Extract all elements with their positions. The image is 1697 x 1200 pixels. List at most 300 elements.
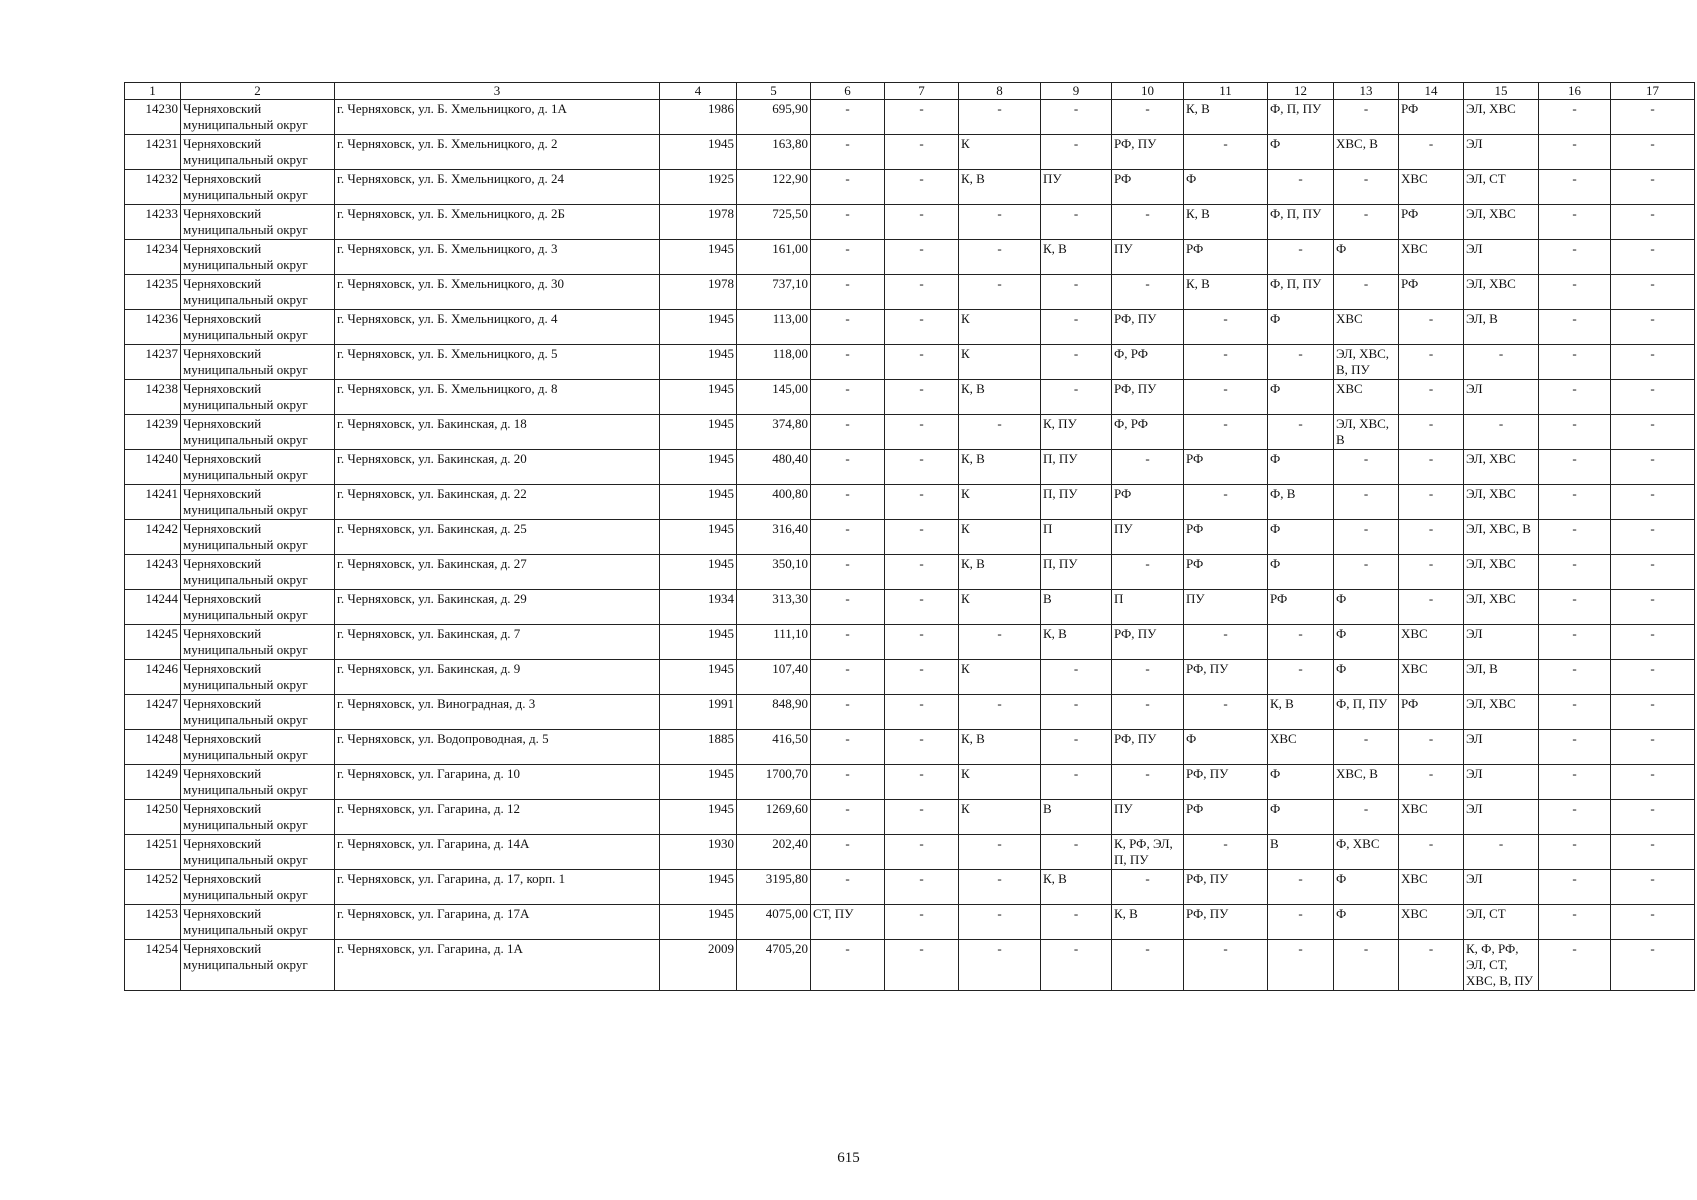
cell-col-13: ХВС, В bbox=[1334, 765, 1399, 800]
cell-col-8: - bbox=[959, 415, 1041, 450]
cell-col-10: - bbox=[1112, 695, 1184, 730]
cell-col-10: Ф, РФ bbox=[1112, 345, 1184, 380]
cell-col-11: РФ, ПУ bbox=[1184, 660, 1268, 695]
cell-col-17: - bbox=[1611, 800, 1695, 835]
cell-area: 695,90 bbox=[737, 100, 811, 135]
cell-col-12: Ф bbox=[1268, 135, 1334, 170]
cell-col-9: - bbox=[1041, 205, 1112, 240]
table-row bbox=[125, 450, 1695, 485]
cell-col-17: - bbox=[1611, 730, 1695, 765]
cell-area: 122,90 bbox=[737, 170, 811, 205]
cell-area: 107,40 bbox=[737, 660, 811, 695]
column-header-17: 17 bbox=[1611, 83, 1695, 100]
cell-address: г. Черняховск, ул. Гагарина, д. 10 bbox=[335, 765, 660, 800]
cell-col-17: - bbox=[1611, 240, 1695, 275]
cell-col-9: П, ПУ bbox=[1041, 555, 1112, 590]
cell-col-8: - bbox=[959, 940, 1041, 991]
cell-address: г. Черняховск, ул. Бакинская, д. 29 bbox=[335, 590, 660, 625]
cell-municipality: Черняховский муниципальный округ bbox=[181, 240, 335, 275]
cell-col-9: - bbox=[1041, 940, 1112, 991]
cell-col-13: ХВС, В bbox=[1334, 135, 1399, 170]
cell-municipality: Черняховский муниципальный округ bbox=[181, 555, 335, 590]
cell-col-15: ЭЛ, ХВС bbox=[1464, 205, 1539, 240]
cell-col-13: Ф, П, ПУ bbox=[1334, 695, 1399, 730]
table-row bbox=[125, 800, 1695, 835]
cell-col-17: - bbox=[1611, 660, 1695, 695]
cell-year-built: 1945 bbox=[660, 905, 737, 940]
cell-col-6: - bbox=[811, 275, 885, 310]
cell-area: 161,00 bbox=[737, 240, 811, 275]
cell-col-10: ПУ bbox=[1112, 800, 1184, 835]
cell-area: 163,80 bbox=[737, 135, 811, 170]
column-header-4: 4 bbox=[660, 83, 737, 100]
cell-year-built: 1885 bbox=[660, 730, 737, 765]
cell-col-14: РФ bbox=[1399, 205, 1464, 240]
cell-municipality: Черняховский муниципальный округ bbox=[181, 485, 335, 520]
cell-area: 113,00 bbox=[737, 310, 811, 345]
cell-col-11: - bbox=[1184, 625, 1268, 660]
cell-col-8: - bbox=[959, 870, 1041, 905]
cell-col-16: - bbox=[1539, 310, 1611, 345]
cell-year-built: 1945 bbox=[660, 310, 737, 345]
table-row bbox=[125, 625, 1695, 660]
cell-col-7: - bbox=[885, 100, 959, 135]
cell-col-11: К, В bbox=[1184, 275, 1268, 310]
cell-area: 145,00 bbox=[737, 380, 811, 415]
cell-col-6: СТ, ПУ bbox=[811, 905, 885, 940]
cell-col-13: ХВС bbox=[1334, 380, 1399, 415]
cell-col-11: - bbox=[1184, 380, 1268, 415]
cell-col-14: ХВС bbox=[1399, 170, 1464, 205]
cell-col-14: РФ bbox=[1399, 100, 1464, 135]
table-row bbox=[125, 905, 1695, 940]
cell-row-number: 14237 bbox=[125, 345, 181, 380]
cell-address: г. Черняховск, ул. Б. Хмельницкого, д. 2 bbox=[335, 135, 660, 170]
cell-area: 737,10 bbox=[737, 275, 811, 310]
cell-col-17: - bbox=[1611, 555, 1695, 590]
table-row bbox=[125, 695, 1695, 730]
cell-col-10: РФ bbox=[1112, 485, 1184, 520]
cell-col-9: К, В bbox=[1041, 870, 1112, 905]
cell-col-17: - bbox=[1611, 870, 1695, 905]
table-row bbox=[125, 765, 1695, 800]
cell-address: г. Черняховск, ул. Бакинская, д. 7 bbox=[335, 625, 660, 660]
column-header-7: 7 bbox=[885, 83, 959, 100]
cell-col-16: - bbox=[1539, 380, 1611, 415]
cell-col-17: - bbox=[1611, 695, 1695, 730]
cell-col-13: Ф bbox=[1334, 905, 1399, 940]
cell-col-9: - bbox=[1041, 905, 1112, 940]
cell-year-built: 1945 bbox=[660, 380, 737, 415]
cell-row-number: 14249 bbox=[125, 765, 181, 800]
cell-year-built: 1945 bbox=[660, 135, 737, 170]
cell-address: г. Черняховск, ул. Б. Хмельницкого, д. 8 bbox=[335, 380, 660, 415]
cell-col-7: - bbox=[885, 345, 959, 380]
cell-col-17: - bbox=[1611, 450, 1695, 485]
cell-col-16: - bbox=[1539, 100, 1611, 135]
cell-col-9: - bbox=[1041, 695, 1112, 730]
cell-col-13: - bbox=[1334, 730, 1399, 765]
cell-col-10: - bbox=[1112, 205, 1184, 240]
cell-col-15: ЭЛ, В bbox=[1464, 660, 1539, 695]
cell-col-10: К, В bbox=[1112, 905, 1184, 940]
cell-col-15: ЭЛ, ХВС bbox=[1464, 275, 1539, 310]
cell-row-number: 14241 bbox=[125, 485, 181, 520]
cell-col-17: - bbox=[1611, 310, 1695, 345]
cell-col-12: Ф bbox=[1268, 450, 1334, 485]
cell-year-built: 1991 bbox=[660, 695, 737, 730]
cell-area: 316,40 bbox=[737, 520, 811, 555]
cell-row-number: 14244 bbox=[125, 590, 181, 625]
cell-year-built: 1945 bbox=[660, 415, 737, 450]
cell-col-6: - bbox=[811, 415, 885, 450]
cell-municipality: Черняховский муниципальный округ bbox=[181, 940, 335, 991]
cell-year-built: 1930 bbox=[660, 835, 737, 870]
cell-col-17: - bbox=[1611, 415, 1695, 450]
cell-col-7: - bbox=[885, 800, 959, 835]
cell-col-10: - bbox=[1112, 275, 1184, 310]
cell-col-6: - bbox=[811, 205, 885, 240]
cell-col-6: - bbox=[811, 870, 885, 905]
cell-municipality: Черняховский муниципальный округ bbox=[181, 835, 335, 870]
cell-col-15: ЭЛ, ХВС bbox=[1464, 450, 1539, 485]
cell-col-14: - bbox=[1399, 135, 1464, 170]
cell-col-14: - bbox=[1399, 940, 1464, 991]
cell-municipality: Черняховский муниципальный округ bbox=[181, 380, 335, 415]
cell-col-13: Ф bbox=[1334, 625, 1399, 660]
table-body bbox=[125, 100, 1695, 991]
table-row bbox=[125, 240, 1695, 275]
cell-area: 1700,70 bbox=[737, 765, 811, 800]
cell-col-11: ПУ bbox=[1184, 590, 1268, 625]
cell-col-13: ХВС bbox=[1334, 310, 1399, 345]
cell-col-16: - bbox=[1539, 345, 1611, 380]
table-row bbox=[125, 555, 1695, 590]
cell-col-13: Ф bbox=[1334, 870, 1399, 905]
cell-col-13: - bbox=[1334, 555, 1399, 590]
cell-row-number: 14253 bbox=[125, 905, 181, 940]
cell-area: 416,50 bbox=[737, 730, 811, 765]
cell-col-8: К bbox=[959, 135, 1041, 170]
cell-col-14: - bbox=[1399, 345, 1464, 380]
cell-col-10: - bbox=[1112, 555, 1184, 590]
cell-col-16: - bbox=[1539, 240, 1611, 275]
cell-col-14: ХВС bbox=[1399, 660, 1464, 695]
cell-col-13: - bbox=[1334, 940, 1399, 991]
cell-municipality: Черняховский муниципальный округ bbox=[181, 135, 335, 170]
cell-col-17: - bbox=[1611, 940, 1695, 991]
cell-col-17: - bbox=[1611, 485, 1695, 520]
cell-col-13: - bbox=[1334, 170, 1399, 205]
cell-col-11: РФ bbox=[1184, 520, 1268, 555]
cell-col-6: - bbox=[811, 520, 885, 555]
cell-col-10: РФ, ПУ bbox=[1112, 730, 1184, 765]
cell-col-6: - bbox=[811, 800, 885, 835]
cell-area: 3195,80 bbox=[737, 870, 811, 905]
cell-col-16: - bbox=[1539, 765, 1611, 800]
cell-col-11: РФ, ПУ bbox=[1184, 905, 1268, 940]
cell-col-14: РФ bbox=[1399, 275, 1464, 310]
column-header-10: 10 bbox=[1112, 83, 1184, 100]
cell-address: г. Черняховск, ул. Гагарина, д. 17А bbox=[335, 905, 660, 940]
cell-municipality: Черняховский муниципальный округ bbox=[181, 310, 335, 345]
cell-col-17: - bbox=[1611, 205, 1695, 240]
cell-col-6: - bbox=[811, 730, 885, 765]
cell-year-built: 1934 bbox=[660, 590, 737, 625]
cell-col-13: Ф bbox=[1334, 660, 1399, 695]
cell-col-13: Ф bbox=[1334, 590, 1399, 625]
cell-col-12: - bbox=[1268, 345, 1334, 380]
cell-col-15: ЭЛ bbox=[1464, 870, 1539, 905]
cell-col-16: - bbox=[1539, 835, 1611, 870]
table-row bbox=[125, 730, 1695, 765]
cell-col-6: - bbox=[811, 660, 885, 695]
cell-address: г. Черняховск, ул. Бакинская, д. 27 bbox=[335, 555, 660, 590]
cell-col-11: - bbox=[1184, 310, 1268, 345]
cell-col-11: - bbox=[1184, 940, 1268, 991]
cell-col-15: - bbox=[1464, 345, 1539, 380]
column-header-8: 8 bbox=[959, 83, 1041, 100]
cell-col-15: К, Ф, РФ, ЭЛ, СТ, ХВС, В, ПУ bbox=[1464, 940, 1539, 991]
cell-col-17: - bbox=[1611, 835, 1695, 870]
cell-col-7: - bbox=[885, 730, 959, 765]
cell-col-16: - bbox=[1539, 135, 1611, 170]
cell-col-12: - bbox=[1268, 940, 1334, 991]
cell-year-built: 1945 bbox=[660, 345, 737, 380]
cell-col-16: - bbox=[1539, 450, 1611, 485]
cell-year-built: 1945 bbox=[660, 450, 737, 485]
cell-col-7: - bbox=[885, 275, 959, 310]
cell-col-11: - bbox=[1184, 485, 1268, 520]
cell-col-7: - bbox=[885, 660, 959, 695]
cell-area: 350,10 bbox=[737, 555, 811, 590]
cell-col-11: РФ bbox=[1184, 555, 1268, 590]
cell-municipality: Черняховский муниципальный округ bbox=[181, 205, 335, 240]
cell-address: г. Черняховск, ул. Бакинская, д. 9 bbox=[335, 660, 660, 695]
cell-col-13: - bbox=[1334, 205, 1399, 240]
cell-col-6: - bbox=[811, 380, 885, 415]
cell-col-14: - bbox=[1399, 380, 1464, 415]
cell-col-14: ХВС bbox=[1399, 625, 1464, 660]
cell-year-built: 1986 bbox=[660, 100, 737, 135]
cell-row-number: 14251 bbox=[125, 835, 181, 870]
cell-municipality: Черняховский муниципальный округ bbox=[181, 625, 335, 660]
cell-col-12: - bbox=[1268, 170, 1334, 205]
cell-col-12: Ф, П, ПУ bbox=[1268, 275, 1334, 310]
cell-col-14: - bbox=[1399, 415, 1464, 450]
table-row bbox=[125, 275, 1695, 310]
cell-col-7: - bbox=[885, 870, 959, 905]
cell-year-built: 1945 bbox=[660, 660, 737, 695]
cell-year-built: 1945 bbox=[660, 240, 737, 275]
cell-col-11: - bbox=[1184, 415, 1268, 450]
cell-col-7: - bbox=[885, 415, 959, 450]
cell-col-11: РФ, ПУ bbox=[1184, 765, 1268, 800]
column-header-13: 13 bbox=[1334, 83, 1399, 100]
cell-address: г. Черняховск, ул. Бакинская, д. 22 bbox=[335, 485, 660, 520]
cell-municipality: Черняховский муниципальный округ bbox=[181, 415, 335, 450]
cell-col-8: - bbox=[959, 835, 1041, 870]
cell-col-12: - bbox=[1268, 415, 1334, 450]
cell-col-7: - bbox=[885, 940, 959, 991]
cell-address: г. Черняховск, ул. Водопроводная, д. 5 bbox=[335, 730, 660, 765]
page-number: 615 bbox=[837, 1150, 860, 1166]
column-header-11: 11 bbox=[1184, 83, 1268, 100]
column-header-16: 16 bbox=[1539, 83, 1611, 100]
cell-municipality: Черняховский муниципальный округ bbox=[181, 590, 335, 625]
table-row bbox=[125, 100, 1695, 135]
cell-col-17: - bbox=[1611, 170, 1695, 205]
cell-col-10: РФ bbox=[1112, 170, 1184, 205]
cell-col-13: Ф bbox=[1334, 240, 1399, 275]
cell-col-9: - bbox=[1041, 345, 1112, 380]
cell-col-12: Ф bbox=[1268, 555, 1334, 590]
cell-address: г. Черняховск, ул. Б. Хмельницкого, д. 4 bbox=[335, 310, 660, 345]
cell-col-15: - bbox=[1464, 835, 1539, 870]
cell-col-16: - bbox=[1539, 940, 1611, 991]
cell-col-14: РФ bbox=[1399, 695, 1464, 730]
cell-col-12: Ф, В bbox=[1268, 485, 1334, 520]
column-header-1: 1 bbox=[125, 83, 181, 100]
cell-col-15: ЭЛ, В bbox=[1464, 310, 1539, 345]
cell-col-11: - bbox=[1184, 345, 1268, 380]
cell-col-16: - bbox=[1539, 170, 1611, 205]
cell-col-9: П, ПУ bbox=[1041, 450, 1112, 485]
cell-col-6: - bbox=[811, 590, 885, 625]
cell-col-6: - bbox=[811, 695, 885, 730]
cell-area: 118,00 bbox=[737, 345, 811, 380]
cell-row-number: 14248 bbox=[125, 730, 181, 765]
cell-col-9: ПУ bbox=[1041, 170, 1112, 205]
cell-col-7: - bbox=[885, 555, 959, 590]
column-header-2: 2 bbox=[181, 83, 335, 100]
cell-col-9: - bbox=[1041, 135, 1112, 170]
cell-col-15: ЭЛ, ХВС bbox=[1464, 590, 1539, 625]
cell-col-17: - bbox=[1611, 520, 1695, 555]
cell-col-13: - bbox=[1334, 100, 1399, 135]
cell-col-11: Ф bbox=[1184, 730, 1268, 765]
table-row bbox=[125, 870, 1695, 905]
cell-col-6: - bbox=[811, 170, 885, 205]
cell-col-12: - bbox=[1268, 870, 1334, 905]
cell-col-13: - bbox=[1334, 520, 1399, 555]
cell-col-16: - bbox=[1539, 485, 1611, 520]
cell-municipality: Черняховский муниципальный округ bbox=[181, 905, 335, 940]
cell-col-7: - bbox=[885, 135, 959, 170]
cell-col-10: РФ, ПУ bbox=[1112, 135, 1184, 170]
column-header-9: 9 bbox=[1041, 83, 1112, 100]
cell-address: г. Черняховск, ул. Бакинская, д. 20 bbox=[335, 450, 660, 485]
cell-year-built: 1945 bbox=[660, 625, 737, 660]
table-row bbox=[125, 590, 1695, 625]
cell-area: 111,10 bbox=[737, 625, 811, 660]
cell-col-9: В bbox=[1041, 800, 1112, 835]
cell-col-7: - bbox=[885, 450, 959, 485]
cell-col-7: - bbox=[885, 695, 959, 730]
cell-col-16: - bbox=[1539, 520, 1611, 555]
cell-col-9: - bbox=[1041, 835, 1112, 870]
cell-col-14: - bbox=[1399, 765, 1464, 800]
cell-col-10: ПУ bbox=[1112, 240, 1184, 275]
cell-col-15: ЭЛ, СТ bbox=[1464, 905, 1539, 940]
cell-year-built: 2009 bbox=[660, 940, 737, 991]
cell-col-8: К, В bbox=[959, 730, 1041, 765]
cell-area: 848,90 bbox=[737, 695, 811, 730]
cell-col-7: - bbox=[885, 205, 959, 240]
cell-row-number: 14236 bbox=[125, 310, 181, 345]
cell-year-built: 1945 bbox=[660, 765, 737, 800]
cell-col-15: ЭЛ bbox=[1464, 380, 1539, 415]
cell-col-12: Ф bbox=[1268, 800, 1334, 835]
cell-address: г. Черняховск, ул. Бакинская, д. 18 bbox=[335, 415, 660, 450]
cell-row-number: 14234 bbox=[125, 240, 181, 275]
cell-area: 374,80 bbox=[737, 415, 811, 450]
cell-year-built: 1945 bbox=[660, 485, 737, 520]
cell-col-16: - bbox=[1539, 695, 1611, 730]
cell-col-14: - bbox=[1399, 730, 1464, 765]
cell-municipality: Черняховский муниципальный округ bbox=[181, 275, 335, 310]
table-row bbox=[125, 205, 1695, 240]
cell-col-16: - bbox=[1539, 555, 1611, 590]
cell-col-11: РФ bbox=[1184, 800, 1268, 835]
cell-municipality: Черняховский муниципальный округ bbox=[181, 870, 335, 905]
cell-address: г. Черняховск, ул. Бакинская, д. 25 bbox=[335, 520, 660, 555]
cell-col-7: - bbox=[885, 765, 959, 800]
cell-col-15: ЭЛ, ХВС bbox=[1464, 695, 1539, 730]
cell-col-15: ЭЛ, СТ bbox=[1464, 170, 1539, 205]
cell-col-6: - bbox=[811, 100, 885, 135]
cell-col-15: ЭЛ bbox=[1464, 730, 1539, 765]
table-row bbox=[125, 940, 1695, 991]
cell-address: г. Черняховск, ул. Гагарина, д. 17, корп. 1 bbox=[335, 870, 660, 905]
cell-row-number: 14230 bbox=[125, 100, 181, 135]
column-number-header-row bbox=[125, 83, 1695, 100]
cell-address: г. Черняховск, ул. Б. Хмельницкого, д. 3 bbox=[335, 240, 660, 275]
cell-col-12: Ф, П, ПУ bbox=[1268, 205, 1334, 240]
cell-col-10: П bbox=[1112, 590, 1184, 625]
cell-col-13: ЭЛ, ХВС, В, ПУ bbox=[1334, 345, 1399, 380]
cell-col-15: ЭЛ, ХВС bbox=[1464, 485, 1539, 520]
cell-row-number: 14252 bbox=[125, 870, 181, 905]
cell-col-12: В bbox=[1268, 835, 1334, 870]
cell-col-7: - bbox=[885, 240, 959, 275]
cell-year-built: 1945 bbox=[660, 800, 737, 835]
cell-col-8: - bbox=[959, 695, 1041, 730]
cell-col-17: - bbox=[1611, 625, 1695, 660]
cell-area: 1269,60 bbox=[737, 800, 811, 835]
cell-col-9: К, В bbox=[1041, 240, 1112, 275]
cell-col-17: - bbox=[1611, 135, 1695, 170]
cell-col-6: - bbox=[811, 835, 885, 870]
cell-col-15: ЭЛ bbox=[1464, 135, 1539, 170]
cell-col-13: - bbox=[1334, 450, 1399, 485]
cell-year-built: 1945 bbox=[660, 555, 737, 590]
cell-col-8: - bbox=[959, 905, 1041, 940]
cell-col-15: ЭЛ, ХВС bbox=[1464, 555, 1539, 590]
column-header-5: 5 bbox=[737, 83, 811, 100]
cell-col-8: К, В bbox=[959, 380, 1041, 415]
cell-year-built: 1945 bbox=[660, 520, 737, 555]
cell-col-7: - bbox=[885, 485, 959, 520]
cell-col-13: - bbox=[1334, 485, 1399, 520]
table-row bbox=[125, 835, 1695, 870]
cell-col-7: - bbox=[885, 590, 959, 625]
cell-col-16: - bbox=[1539, 870, 1611, 905]
cell-col-7: - bbox=[885, 170, 959, 205]
cell-col-14: - bbox=[1399, 520, 1464, 555]
cell-col-11: К, В bbox=[1184, 100, 1268, 135]
cell-col-14: - bbox=[1399, 555, 1464, 590]
